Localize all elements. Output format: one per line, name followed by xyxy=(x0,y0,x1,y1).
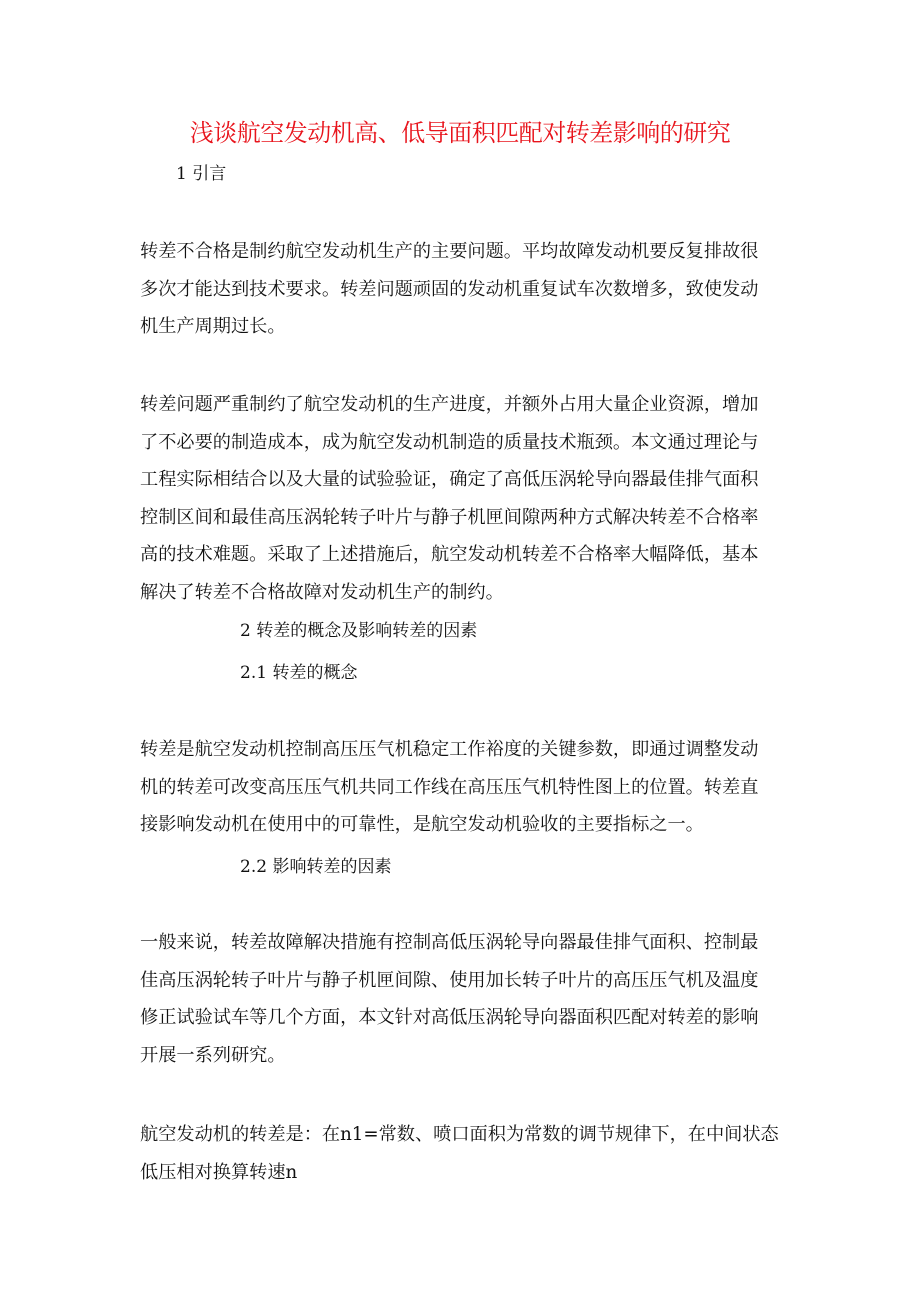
text-line: 开展一系列研究。 xyxy=(140,1044,286,1066)
paragraph-5 xyxy=(140,1116,800,1191)
text-line: 转差问题严重制约了航空发动机的生产进度，并额外占用大量企业资源，增加 xyxy=(140,394,759,415)
text-line: 佳高压涡轮转子叶片与静子机匣间隙、使用加长转子叶片的高压压气机及温度 xyxy=(140,969,759,991)
text-line: 转差是航空发动机控制高压压气机稳定工作裕度的关键参数，即通过调整发动 xyxy=(140,739,759,760)
paragraph-2 xyxy=(140,386,800,612)
heading-section-2-2: 2.2 影响转差的因素 xyxy=(240,857,392,877)
text-line: 一般来说，转差故障解决措施有控制高低压涡轮导向器最佳排气面积、控制最 xyxy=(140,932,759,953)
text-line: 控制区间和最佳高压涡轮转子叶片与静子机匣间隙两种方式解决转差不合格率 xyxy=(140,506,759,528)
document-title: 浅谈航空发动机高、低导面积匹配对转差影响的研究 xyxy=(189,119,731,147)
paragraph-4 xyxy=(140,924,800,1074)
text-line: 高的技术难题。采取了上述措施后，航空发动机转差不合格率大幅降低，基本 xyxy=(140,544,759,566)
text-line: 工程实际相结合以及大量的试验验证，确定了高低压涡轮导向器最佳排气面积 xyxy=(140,469,759,491)
text-line: 低压相对换算转速n xyxy=(140,1161,298,1183)
text-line: 航空发动机的转差是：在n1=常数、喷口面积为常数的调节规律下，在中间状态 xyxy=(140,1124,779,1145)
text-line: 了不必要的制造成本，成为航空发动机制造的质量技术瓶颈。本文通过理论与 xyxy=(140,431,759,453)
text-line: 机生产周期过长。 xyxy=(140,316,286,338)
heading-section-2: 2 转差的概念及影响转差的因素 xyxy=(240,621,478,641)
text-line: 机的转差可改变高压压气机共同工作线在高压压气机特性图上的位置。转差直 xyxy=(140,776,759,798)
heading-introduction: 1 引言 xyxy=(176,164,227,184)
text-line: 转差不合格是制约航空发动机生产的主要问题。平均故障发动机要反复排故很 xyxy=(140,241,759,262)
heading-section-2-1: 2.1 转差的概念 xyxy=(240,663,358,683)
text-line: 修正试验试车等几个方面，本文针对高低压涡轮导向器面积匹配对转差的影响 xyxy=(140,1007,759,1029)
paragraph-3 xyxy=(140,731,800,844)
text-line: 接影响发动机在使用中的可靠性，是航空发动机验收的主要指标之一。 xyxy=(140,814,704,836)
paragraph-1 xyxy=(140,233,800,346)
text-line: 解决了转差不合格故障对发动机生产的制约。 xyxy=(140,581,504,603)
text-line: 多次才能达到技术要求。转差问题顽固的发动机重复试车次数增多，致使发动 xyxy=(140,278,759,300)
